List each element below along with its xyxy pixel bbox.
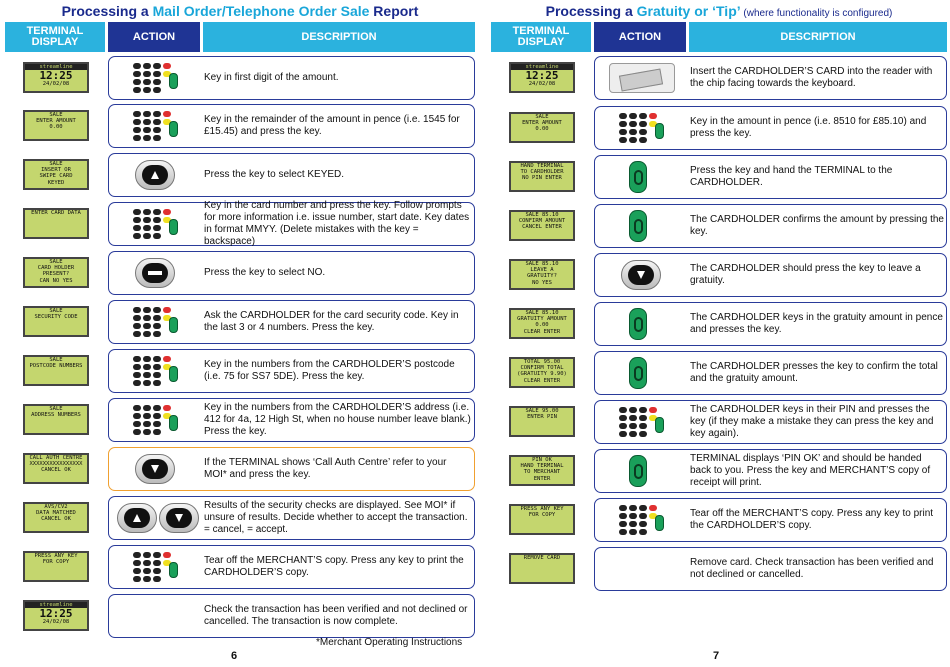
display-line: CALL AUTH CENTRE bbox=[29, 455, 83, 461]
display-line: KEYED bbox=[47, 179, 65, 186]
right-header-description: DESCRIPTION bbox=[689, 22, 947, 52]
down-key-icon bbox=[621, 260, 661, 290]
action-graphic bbox=[109, 350, 204, 392]
step-bubble bbox=[108, 202, 475, 246]
display-line: PIN OK bbox=[532, 457, 552, 463]
display-line: CARD HOLDER bbox=[37, 265, 75, 272]
down-key-icon bbox=[159, 503, 199, 533]
step-row bbox=[491, 547, 947, 591]
step-description: Press the key to select KEYED. bbox=[204, 169, 345, 180]
display-line: NO YES bbox=[532, 279, 552, 286]
step-row bbox=[5, 153, 475, 197]
step-bubble bbox=[594, 204, 947, 248]
card-reader-icon bbox=[609, 63, 675, 93]
display-line: AVS/CV2 bbox=[44, 504, 68, 510]
display-line: POSTCODE NUMBERS bbox=[29, 363, 83, 370]
up-key-icon bbox=[117, 503, 157, 533]
display-line: DATA MATCHED bbox=[36, 510, 76, 517]
terminal-display bbox=[23, 453, 89, 484]
left-header-description: DESCRIPTION bbox=[203, 22, 475, 52]
step-row bbox=[491, 400, 947, 444]
step-description: Key in the card number and press the key. Follow prompts for more information i.e. issue number, start date. Key dates in format MMYY. (Delete mistakes with the key = backspace) bbox=[204, 200, 470, 247]
display-line: FOR COPY bbox=[528, 512, 556, 519]
display-line: CAN NO YES bbox=[39, 277, 73, 284]
step-row bbox=[5, 349, 475, 393]
left-header-action: ACTION bbox=[108, 22, 200, 52]
terminal-display bbox=[509, 406, 575, 437]
step-description: Remove card. Check transaction has been verified and not declined or cancelled. bbox=[690, 557, 934, 580]
display-line: SALE bbox=[49, 406, 63, 412]
step-bubble bbox=[594, 253, 947, 297]
action-graphic bbox=[595, 254, 690, 296]
display-line: LEAVE A bbox=[530, 267, 554, 274]
step-row bbox=[491, 155, 947, 199]
display-line: ADDRESS NUMBERS bbox=[31, 412, 81, 419]
display-line: GRATUITY? bbox=[527, 273, 557, 280]
display-line: CONFIRM AMOUNT bbox=[518, 218, 566, 225]
step-description: Check the transaction has been verified and not declined or cancelled. The transaction is now complete. bbox=[204, 604, 468, 627]
left-page bbox=[5, 0, 475, 667]
enter-key-icon bbox=[169, 121, 178, 137]
display-line: PRESENT? bbox=[42, 271, 70, 278]
display-line: 12:25 bbox=[39, 69, 73, 83]
display-line: SALE bbox=[49, 112, 63, 118]
action-graphic bbox=[109, 57, 204, 99]
action-graphic bbox=[109, 203, 204, 245]
step-row bbox=[491, 302, 947, 346]
display-line: CANCEL OK bbox=[41, 467, 71, 474]
keypad-icon bbox=[133, 307, 172, 337]
terminal-display bbox=[509, 112, 575, 143]
step-bubble bbox=[108, 56, 475, 100]
display-line: ENTER CARD DATA bbox=[31, 210, 81, 216]
step-bubble bbox=[108, 104, 475, 148]
display-line: streamline bbox=[511, 64, 573, 70]
step-row bbox=[491, 498, 947, 542]
footnote: *Merchant Operating Instructions bbox=[316, 637, 463, 648]
step-bubble bbox=[594, 547, 947, 591]
step-description: Tear off the MERCHANT’S copy. Press any key to print the CARDHOLDER’S copy. bbox=[690, 508, 934, 531]
display-line: CANCEL ENTER bbox=[522, 224, 562, 231]
display-line: 0.00 bbox=[535, 322, 549, 329]
display-line: FOR COPY bbox=[42, 559, 70, 566]
step-bubble bbox=[108, 545, 475, 589]
action-graphic bbox=[109, 448, 204, 490]
enter-key-icon bbox=[629, 161, 647, 193]
step-row bbox=[5, 202, 475, 246]
enter-key-icon bbox=[169, 366, 178, 382]
action-graphic bbox=[109, 399, 204, 441]
right-header-action: ACTION bbox=[594, 22, 686, 52]
step-description: Press the key to select NO. bbox=[204, 267, 326, 278]
display-line: ENTER bbox=[533, 475, 551, 482]
step-bubble bbox=[594, 449, 947, 493]
right-title: Processing a Gratuity or ‘Tip’ (where functionality is configured) bbox=[545, 3, 893, 19]
display-line: CANCEL OK bbox=[41, 516, 71, 523]
display-line: SALE bbox=[49, 259, 63, 265]
step-row bbox=[5, 300, 475, 344]
enter-key-icon bbox=[169, 219, 178, 235]
terminal-display bbox=[509, 308, 575, 339]
terminal-display bbox=[23, 355, 89, 386]
terminal-display bbox=[23, 551, 89, 582]
action-graphic bbox=[595, 205, 690, 247]
action-graphic bbox=[595, 107, 690, 149]
right-header-terminal: TERMINAL DISPLAY bbox=[491, 22, 591, 52]
action-graphic bbox=[595, 499, 690, 541]
display-line: TO MERCHANT bbox=[523, 469, 561, 476]
display-line: CLEAR ENTER bbox=[523, 328, 561, 335]
step-description: The CARDHOLDER presses the key to confirm the total and the gratuity amount. bbox=[690, 361, 938, 384]
action-graphic bbox=[109, 252, 204, 294]
page-number-right: 7 bbox=[713, 650, 720, 662]
display-line: TO CARDHOLDER bbox=[520, 169, 564, 176]
action-graphic bbox=[109, 105, 204, 147]
step-bubble bbox=[594, 56, 947, 100]
display-line: PRESS ANY KEY bbox=[520, 506, 564, 512]
display-line: 24/02/08 bbox=[528, 81, 556, 88]
terminal-display bbox=[23, 62, 89, 93]
step-row bbox=[491, 56, 947, 100]
step-bubble bbox=[108, 251, 475, 295]
step-bubble bbox=[594, 498, 947, 542]
display-line: SWIPE CARD bbox=[39, 173, 73, 180]
right-page bbox=[491, 0, 947, 667]
step-bubble bbox=[108, 594, 475, 638]
display-line: ENTER AMOUNT bbox=[36, 118, 76, 125]
display-line: ENTER AMOUNT bbox=[522, 120, 562, 127]
down-key-icon bbox=[135, 454, 175, 484]
display-line: ENTER PIN bbox=[527, 414, 557, 421]
step-bubble bbox=[594, 106, 947, 150]
enter-key-icon bbox=[169, 317, 178, 333]
enter-key-icon bbox=[655, 123, 664, 139]
display-line: 24/02/08 bbox=[42, 81, 70, 88]
display-line: SALE 85.10 bbox=[525, 212, 559, 218]
display-line: CONFIRM TOTAL bbox=[520, 365, 564, 372]
terminal-display bbox=[509, 161, 575, 192]
step-bubble bbox=[594, 351, 947, 395]
terminal-display bbox=[509, 553, 575, 584]
step-description: TERMINAL displays ‘PIN OK’ and should be handed back to you. Press the key and MERCHANT’S copy of receipt will print. bbox=[690, 453, 931, 488]
action-graphic bbox=[595, 156, 690, 198]
display-line: HAND TERMINAL bbox=[520, 163, 564, 169]
terminal-display bbox=[509, 210, 575, 241]
step-row bbox=[5, 251, 475, 295]
terminal-display bbox=[509, 357, 575, 388]
step-bubble bbox=[594, 400, 947, 444]
enter-key-icon bbox=[629, 455, 647, 487]
terminal-display bbox=[23, 600, 89, 631]
display-line: SALE bbox=[49, 161, 63, 167]
up-key-icon bbox=[135, 160, 175, 190]
enter-key-icon bbox=[629, 210, 647, 242]
action-graphic bbox=[595, 450, 690, 492]
display-line: 24/02/08 bbox=[42, 619, 70, 626]
step-description: Ask the CARDHOLDER for the card security code. Key in the last 3 or 4 numbers. Press the key. bbox=[204, 310, 459, 333]
step-row bbox=[491, 351, 947, 395]
step-row bbox=[5, 545, 475, 589]
enter-key-icon bbox=[169, 73, 178, 89]
step-row bbox=[491, 253, 947, 297]
step-row bbox=[491, 106, 947, 150]
display-line: GRATUITY AMOUNT bbox=[517, 316, 567, 323]
display-line: SECURITY CODE bbox=[34, 314, 78, 321]
terminal-display bbox=[23, 159, 89, 190]
keypad-icon bbox=[133, 63, 172, 93]
step-row bbox=[5, 594, 475, 638]
step-bubble bbox=[108, 153, 475, 197]
display-line: 12:25 bbox=[39, 607, 73, 621]
step-row bbox=[5, 447, 475, 491]
step-description: Key in the numbers from the CARDHOLDER’S address (i.e. 412 for 4a, 12 High St, when no house number leave blank.) Press the key. bbox=[204, 402, 471, 437]
display-line: streamline bbox=[25, 64, 87, 70]
step-description: Key in the amount in pence (i.e. 8510 for £85.10) and press the key. bbox=[690, 116, 927, 139]
keypad-icon bbox=[133, 552, 172, 582]
step-description: Results of the security checks are displayed. See MOI* if unsure of results. Decide whether to accept the transaction. = cancel, = accept. bbox=[204, 500, 468, 535]
action-graphic bbox=[595, 352, 690, 394]
display-line: SALE bbox=[535, 114, 549, 120]
action-graphic bbox=[595, 57, 690, 99]
display-line: TOTAL 95.00 bbox=[523, 359, 561, 365]
display-line: SALE 85.10 bbox=[525, 261, 559, 267]
display-line: CLEAR ENTER bbox=[523, 377, 561, 384]
left-header-terminal: TERMINAL DISPLAY bbox=[5, 22, 105, 52]
step-bubble bbox=[108, 300, 475, 344]
keypad-icon bbox=[133, 209, 172, 239]
terminal-display bbox=[509, 504, 575, 535]
display-line: SALE bbox=[49, 357, 63, 363]
keypad-icon bbox=[619, 113, 658, 143]
step-row bbox=[5, 56, 475, 100]
display-line: 0.00 bbox=[49, 124, 63, 131]
left-title: Processing a Mail Order/Telephone Order Sale Report bbox=[61, 3, 419, 19]
terminal-display bbox=[23, 306, 89, 337]
display-line: SALE bbox=[49, 308, 63, 314]
select-key-icon bbox=[135, 258, 175, 288]
display-line: (GRATUITY 9.90) bbox=[517, 371, 567, 378]
step-row bbox=[5, 398, 475, 442]
terminal-display bbox=[23, 110, 89, 141]
step-description: Press the key and hand the TERMINAL to the CARDHOLDER. bbox=[690, 165, 893, 188]
keypad-icon bbox=[133, 405, 172, 435]
display-line: SALE 85.10 bbox=[525, 310, 559, 316]
step-bubble bbox=[108, 496, 475, 540]
step-bubble bbox=[594, 302, 947, 346]
action-graphic bbox=[109, 301, 204, 343]
terminal-display bbox=[23, 208, 89, 239]
display-line: streamline bbox=[25, 602, 87, 608]
keypad-icon bbox=[133, 111, 172, 141]
action-graphic bbox=[595, 303, 690, 345]
display-line: 12:25 bbox=[525, 69, 559, 83]
step-description: Key in the numbers from the CARDHOLDER’S postcode (i.e. 75 for SS7 5DE). Press the key. bbox=[204, 359, 455, 382]
display-line: REMOVE CARD bbox=[523, 555, 561, 561]
step-description: Key in first digit of the amount. bbox=[204, 72, 339, 83]
step-row bbox=[5, 104, 475, 148]
step-description: The CARDHOLDER keys in the gratuity amount in pence and presses the key. bbox=[690, 312, 943, 335]
keypad-icon bbox=[619, 407, 658, 437]
enter-key-icon bbox=[629, 308, 647, 340]
enter-key-icon bbox=[169, 562, 178, 578]
terminal-display bbox=[509, 259, 575, 290]
step-description: The CARDHOLDER confirms the amount by pressing the key. bbox=[690, 214, 944, 237]
display-line: NO PIN ENTER bbox=[522, 175, 562, 182]
display-line: INSERT OR bbox=[41, 167, 71, 174]
action-graphic bbox=[109, 154, 204, 196]
display-line: 0.00 bbox=[535, 126, 549, 133]
terminal-display bbox=[509, 455, 575, 486]
step-row bbox=[491, 204, 947, 248]
step-description: Key in the remainder of the amount in pence (i.e. 1545 for £15.45) and press the key. bbox=[204, 114, 460, 137]
action-graphic bbox=[595, 401, 690, 443]
step-description: Tear off the MERCHANT’S copy. Press any key to print the CARDHOLDER’S copy. bbox=[204, 555, 464, 578]
step-bubble bbox=[108, 447, 475, 491]
page-number-left: 6 bbox=[231, 650, 238, 662]
display-line: XXXXXXXXXXXXXXXX bbox=[29, 461, 83, 468]
terminal-display bbox=[23, 404, 89, 435]
step-row bbox=[5, 496, 475, 540]
terminal-display bbox=[509, 62, 575, 93]
enter-key-icon bbox=[629, 357, 647, 389]
step-bubble bbox=[594, 155, 947, 199]
terminal-display bbox=[23, 502, 89, 533]
action-graphic bbox=[109, 497, 204, 539]
step-description: The CARDHOLDER should press the key to leave a gratuity. bbox=[690, 263, 921, 286]
step-description: Insert the CARDHOLDER’S CARD into the reader with the chip facing towards the keyboard. bbox=[690, 66, 933, 89]
step-bubble bbox=[108, 398, 475, 442]
display-line: PRESS ANY KEY bbox=[34, 553, 78, 559]
step-description: If the TERMINAL shows ‘Call Auth Centre’ refer to your MOI* and press the key. bbox=[204, 457, 447, 480]
display-line: HAND TERMINAL bbox=[520, 463, 564, 470]
action-graphic bbox=[595, 548, 690, 590]
display-line: SALE 95.00 bbox=[525, 408, 559, 414]
enter-key-icon bbox=[655, 417, 664, 433]
step-row bbox=[491, 449, 947, 493]
step-description: The CARDHOLDER keys in their PIN and presses the key (if they make a mistake they can press the key and key again). bbox=[690, 404, 934, 439]
enter-key-icon bbox=[169, 415, 178, 431]
enter-key-icon bbox=[655, 515, 664, 531]
terminal-display bbox=[23, 257, 89, 288]
keypad-icon bbox=[133, 356, 172, 386]
action-graphic bbox=[109, 546, 204, 588]
action-graphic bbox=[109, 595, 204, 637]
step-bubble bbox=[108, 349, 475, 393]
keypad-icon bbox=[619, 505, 658, 535]
